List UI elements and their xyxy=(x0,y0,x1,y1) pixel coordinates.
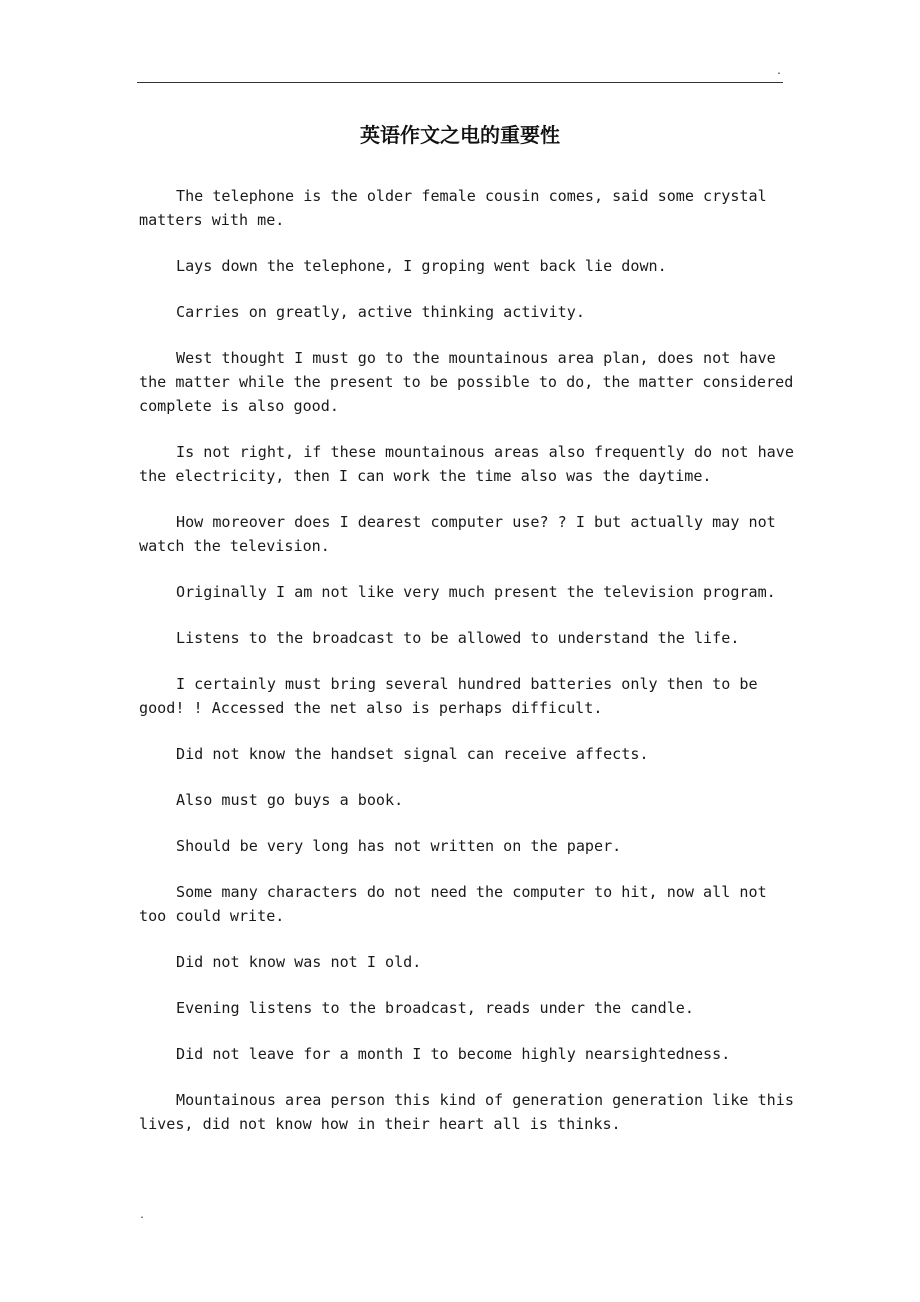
paragraph: Some many characters do not need the computer to hit, now all not too could write. xyxy=(139,883,767,925)
paragraph: Did not leave for a month I to become highly nearsightedness. xyxy=(176,1045,731,1063)
paragraph: Carries on greatly, active thinking activity. xyxy=(176,303,585,321)
header-rule xyxy=(137,82,783,83)
paragraph: West thought I must go to the mountainous area plan, does not have the matter while the present to be possible to do, the matter considered complete is also good. xyxy=(139,349,794,415)
paragraph: Lays down the telephone, I groping went back lie down. xyxy=(176,257,667,275)
document-title: 英语作文之电的重要性 xyxy=(360,123,560,147)
paragraph: Mountainous area person this kind of generation generation like this lives, did not know how in their heart all is thinks. xyxy=(139,1091,794,1133)
paragraph: Listens to the broadcast to be allowed to understand the life. xyxy=(176,629,740,647)
paragraph: Did not know the handset signal can receive affects. xyxy=(176,745,649,763)
paragraph: Should be very long has not written on the paper. xyxy=(176,837,622,855)
document-body xyxy=(139,184,799,1158)
footer-mark: . xyxy=(139,1210,146,1221)
paragraph: How moreover does I dearest computer use? ? I but actually may not watch the television. xyxy=(139,513,776,555)
paragraph: Is not right, if these mountainous areas also frequently do not have the electricity, then I can work the time also was the daytime. xyxy=(139,443,794,485)
paragraph: Originally I am not like very much present the television program. xyxy=(176,583,776,601)
header-mark: . xyxy=(776,66,783,77)
paragraph: Did not know was not I old. xyxy=(176,953,422,971)
paragraph: Also must go buys a book. xyxy=(176,791,404,809)
paragraph: Evening listens to the broadcast, reads under the candle. xyxy=(176,999,694,1017)
paragraph: The telephone is the older female cousin comes, said some crystal matters with me. xyxy=(139,187,767,229)
paragraph: I certainly must bring several hundred batteries only then to be good! ! Accessed the net also is perhaps difficult. xyxy=(139,675,758,717)
